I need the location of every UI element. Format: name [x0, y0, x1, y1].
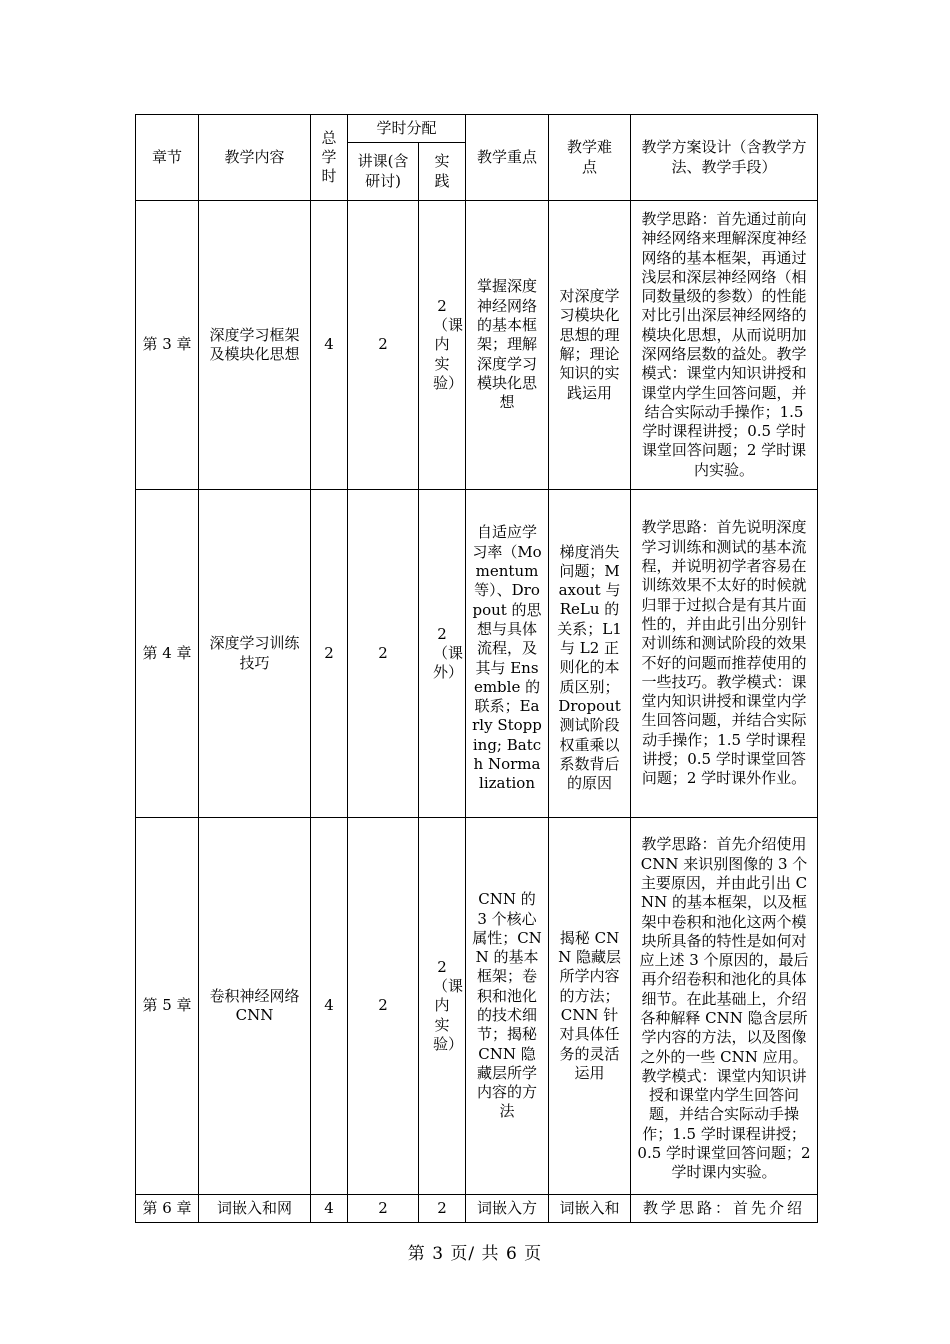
table-row — [136, 201, 818, 490]
cell-content: 卷积神经网络 CNN — [199, 818, 311, 1195]
cell-total: 4 — [311, 818, 348, 1195]
table-row — [136, 1195, 818, 1223]
cell-chapter: 第 4 章 — [136, 490, 199, 818]
cell-content: 词嵌入和网 — [199, 1195, 311, 1223]
cell-chapter: 第 5 章 — [136, 818, 199, 1195]
cell-practice: 2 — [419, 1195, 466, 1223]
cell-difficulties: 对深度学习模块化思想的理解；理论知识的实践运用 — [549, 201, 631, 490]
cell-content: 深度学习框架及模块化思想 — [199, 201, 311, 490]
header-total-hours: 总学时 — [311, 115, 348, 201]
cell-chapter: 第 6 章 — [136, 1195, 199, 1223]
cell-difficulties: 词嵌入和 — [549, 1195, 631, 1223]
cell-lecture: 2 — [348, 201, 419, 490]
cell-lecture: 2 — [348, 1195, 419, 1223]
table-row — [136, 490, 818, 818]
cell-chapter: 第 3 章 — [136, 201, 199, 490]
cell-key-points: 自适应学习率（Momentum 等）、Dropout 的思想与具体流程，及其与 Ensemble 的联系；Early Stopping; Batch Normalization — [466, 490, 549, 818]
syllabus-table — [135, 114, 818, 1223]
page-number: 第 3 页/ 共 6 页 — [407, 1244, 543, 1264]
header-practice: 实践 — [419, 143, 466, 201]
cell-key-points: CNN 的 3 个核心属性；CNN 的基本框架；卷积和池化的技术细节；揭秘 CNN 隐藏层所学内容的方法 — [466, 818, 549, 1195]
cell-key-points: 掌握深度神经网络的基本框架；理解深度学习模块化思想 — [466, 201, 549, 490]
cell-total: 4 — [311, 1195, 348, 1223]
header-chapter: 章节 — [136, 115, 199, 201]
header-hour-allocation: 学时分配 — [348, 115, 466, 143]
header-lecture: 讲课(含研讨) — [348, 143, 419, 201]
cell-design: 教学思路：首先说明深度学习训练和测试的基本流程，并说明初学者容易在训练效果不太好的时候就归罪于过拟合是有其片面性的，并由此引出分别针对训练和测试阶段的效果不好的问题而推荐使用的一些技巧。教学模式：课堂内知识讲授和课堂内学生回答问题，并结合实际动手操作；1.5 学时课程讲授；0.5 学时课堂回答问题；2 学时课外作业。 — [631, 490, 818, 818]
cell-practice: 2（课内实验） — [419, 201, 466, 490]
cell-content: 深度学习训练技巧 — [199, 490, 311, 818]
cell-practice: 2（课内实验） — [419, 818, 466, 1195]
header-difficulties: 教学难点 — [549, 115, 631, 201]
cell-design: 教学思路：首先通过前向神经网络来理解深度神经网络的基本框架，再通过浅层和深层神经网络（相同数量级的参数）的性能对比引出深层神经网络的模块化思想，从而说明加深网络层数的益处。教学模式：课堂内知识讲授和课堂内学生回答问题，并结合实际动手操作；1.5 学时课程讲授；0.5 学时课堂回答问题；2 学时课内实验。 — [631, 201, 818, 490]
table-row — [136, 818, 818, 1195]
cell-lecture: 2 — [348, 818, 419, 1195]
cell-difficulties: 揭秘 CNN 隐藏层所学内容的方法；CNN 针对具体任务的灵活运用 — [549, 818, 631, 1195]
header-design: 教学方案设计（含教学方法、教学手段） — [631, 115, 818, 201]
cell-total: 2 — [311, 490, 348, 818]
cell-practice: 2（课外） — [419, 490, 466, 818]
cell-total: 4 — [311, 201, 348, 490]
header-key-points: 教学重点 — [466, 115, 549, 201]
cell-difficulties: 梯度消失问题；Maxout 与 ReLu 的关系；L1 与 L2 正则化的本质区别；Dropout 测试阶段权重乘以系数背后的原因 — [549, 490, 631, 818]
cell-design: 教学思路：首先介绍使用 CNN 来识别图像的 3 个主要原因，并由此引出 CNN 的基本框架，以及框架中卷积和池化这两个模块所具备的特性是如何对应上述 3 个原因的，最后再介绍卷积和池化的具体细节。在此基础上，介绍各种解释 CNN 隐含层所学内容的方法，以及图像之外的一些 CNN 应用。教学模式：课堂内知识讲授和课堂内学生回答问题，并结合实际动手操作；1.5 学时课程讲授；0.5 学时课堂回答问题；2 学时课内实验。 — [631, 818, 818, 1195]
cell-key-points: 词嵌入方 — [466, 1195, 549, 1223]
cell-lecture: 2 — [348, 490, 419, 818]
cell-design: 教学思路：首先介绍 — [631, 1195, 818, 1223]
header-content: 教学内容 — [199, 115, 311, 201]
